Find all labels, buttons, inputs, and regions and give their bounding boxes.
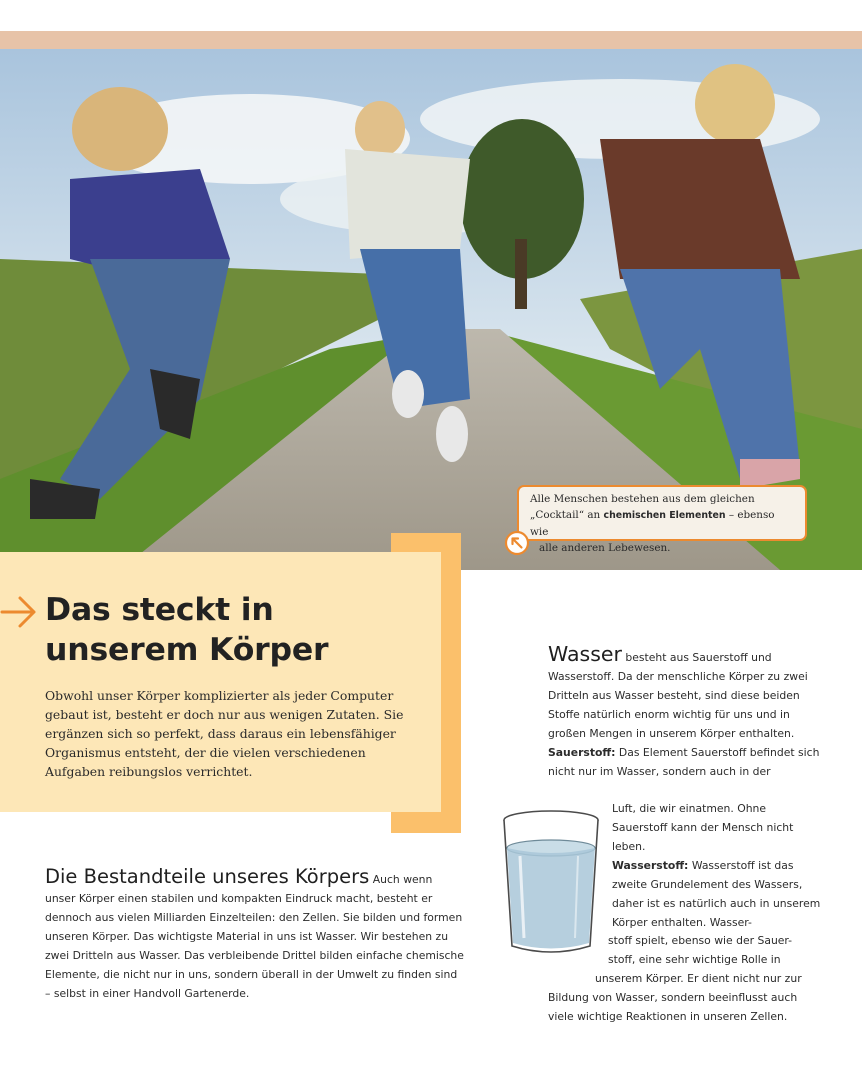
wasserstoff-text-a: Wasserstoff ist das zweite Grundelement des Wassers, daher ist es natürlich auch in unserem Körper enthalten. Wasser- [612, 859, 821, 929]
wasserstoff-label: Wasserstoff: [612, 859, 689, 872]
wasserstoff-text-b2: stoff, eine sehr wichtige Rolle in [608, 953, 781, 966]
caption-line-2 [530, 507, 795, 540]
sauerstoff-text-a: Das Element Sauerstoff befindet sich nicht nur im Wasser, sondern auch in der [548, 746, 820, 778]
page-title [45, 590, 328, 670]
water-glass-icon [500, 808, 602, 958]
top-color-band [0, 31, 862, 49]
wasser-section [548, 642, 823, 781]
sauerstoff-text-b: Luft, die wir einatmen. Ohne Sauerstoff kann der Mensch nicht leben. [612, 802, 794, 853]
wasserstoff-end: unserem Körper. Er dient nicht nur zur Bildung von Wasser, sondern beeinflusst auch viele wichtige Reaktionen in unseren Zellen. [548, 972, 802, 1023]
caption-pointer-icon [504, 530, 530, 556]
bestandteile-heading: Die Bestandteile unseres Körpers [45, 865, 370, 888]
caption-bold: chemischen Elementen [603, 510, 726, 521]
photo-caption [517, 485, 807, 554]
caption-quote: „Cocktail“ an [530, 509, 604, 521]
wasserstoff-wrap [608, 931, 823, 969]
wasser-text: besteht aus Sauerstoff und Wasserstoff. Da der menschliche Körper zu zwei Dritteln aus Wasser besteht, sind diese beiden Stoffe natürlich enorm wichtig für uns und in großen Mengen in unserem Körper enthalten. [548, 651, 808, 740]
intro-text: Obwohl unser Körper komplizierter als jeder Computer gebaut ist, besteht er doch nur aus wenigen Zutaten. Sie ergänzen sich so perfekt, dass daraus ein lebensfähiger Organismus entsteht, der die vielen verschiedenen Aufgaben reibungslos verrichtet. [45, 688, 404, 779]
sauerstoff-wrap [612, 799, 822, 932]
caption-line-1: Alle Menschen bestehen aus dem gleichen [530, 493, 755, 505]
sauerstoff-label: Sauerstoff: [548, 746, 616, 759]
caption-line-3: alle anderen Lebewesen. [539, 542, 671, 554]
bestandteile-section [45, 867, 465, 1003]
wasser-heading: Wasser [548, 642, 622, 666]
caption-after: – ebenso wie [530, 509, 775, 538]
bestandteile-text: Auch wenn unser Körper einen stabilen und kompakten Eindruck macht, besteht er dennoch aus vielen Milliarden Einzelteilen: den Zellen. Sie bilden und formen unseren Körper. Das wichtigste Material in uns ist Wasser. Wir bestehen zu zwei Dritteln aus Wasser. Das verbleibende Drittel bilden einfache chemische Elemente, die nicht nur in uns, sondern überall in der Umwelt zu finden sind – selbst in einer Handvoll Gartenerde. [45, 873, 464, 1000]
title-line-1: Das steckt in [45, 592, 274, 628]
wasserstoff-text-b1: stoff spielt, ebenso wie der Sauer- [608, 934, 793, 947]
title-arrow-icon [0, 594, 40, 630]
title-line-2: unserem Körper [45, 632, 329, 668]
